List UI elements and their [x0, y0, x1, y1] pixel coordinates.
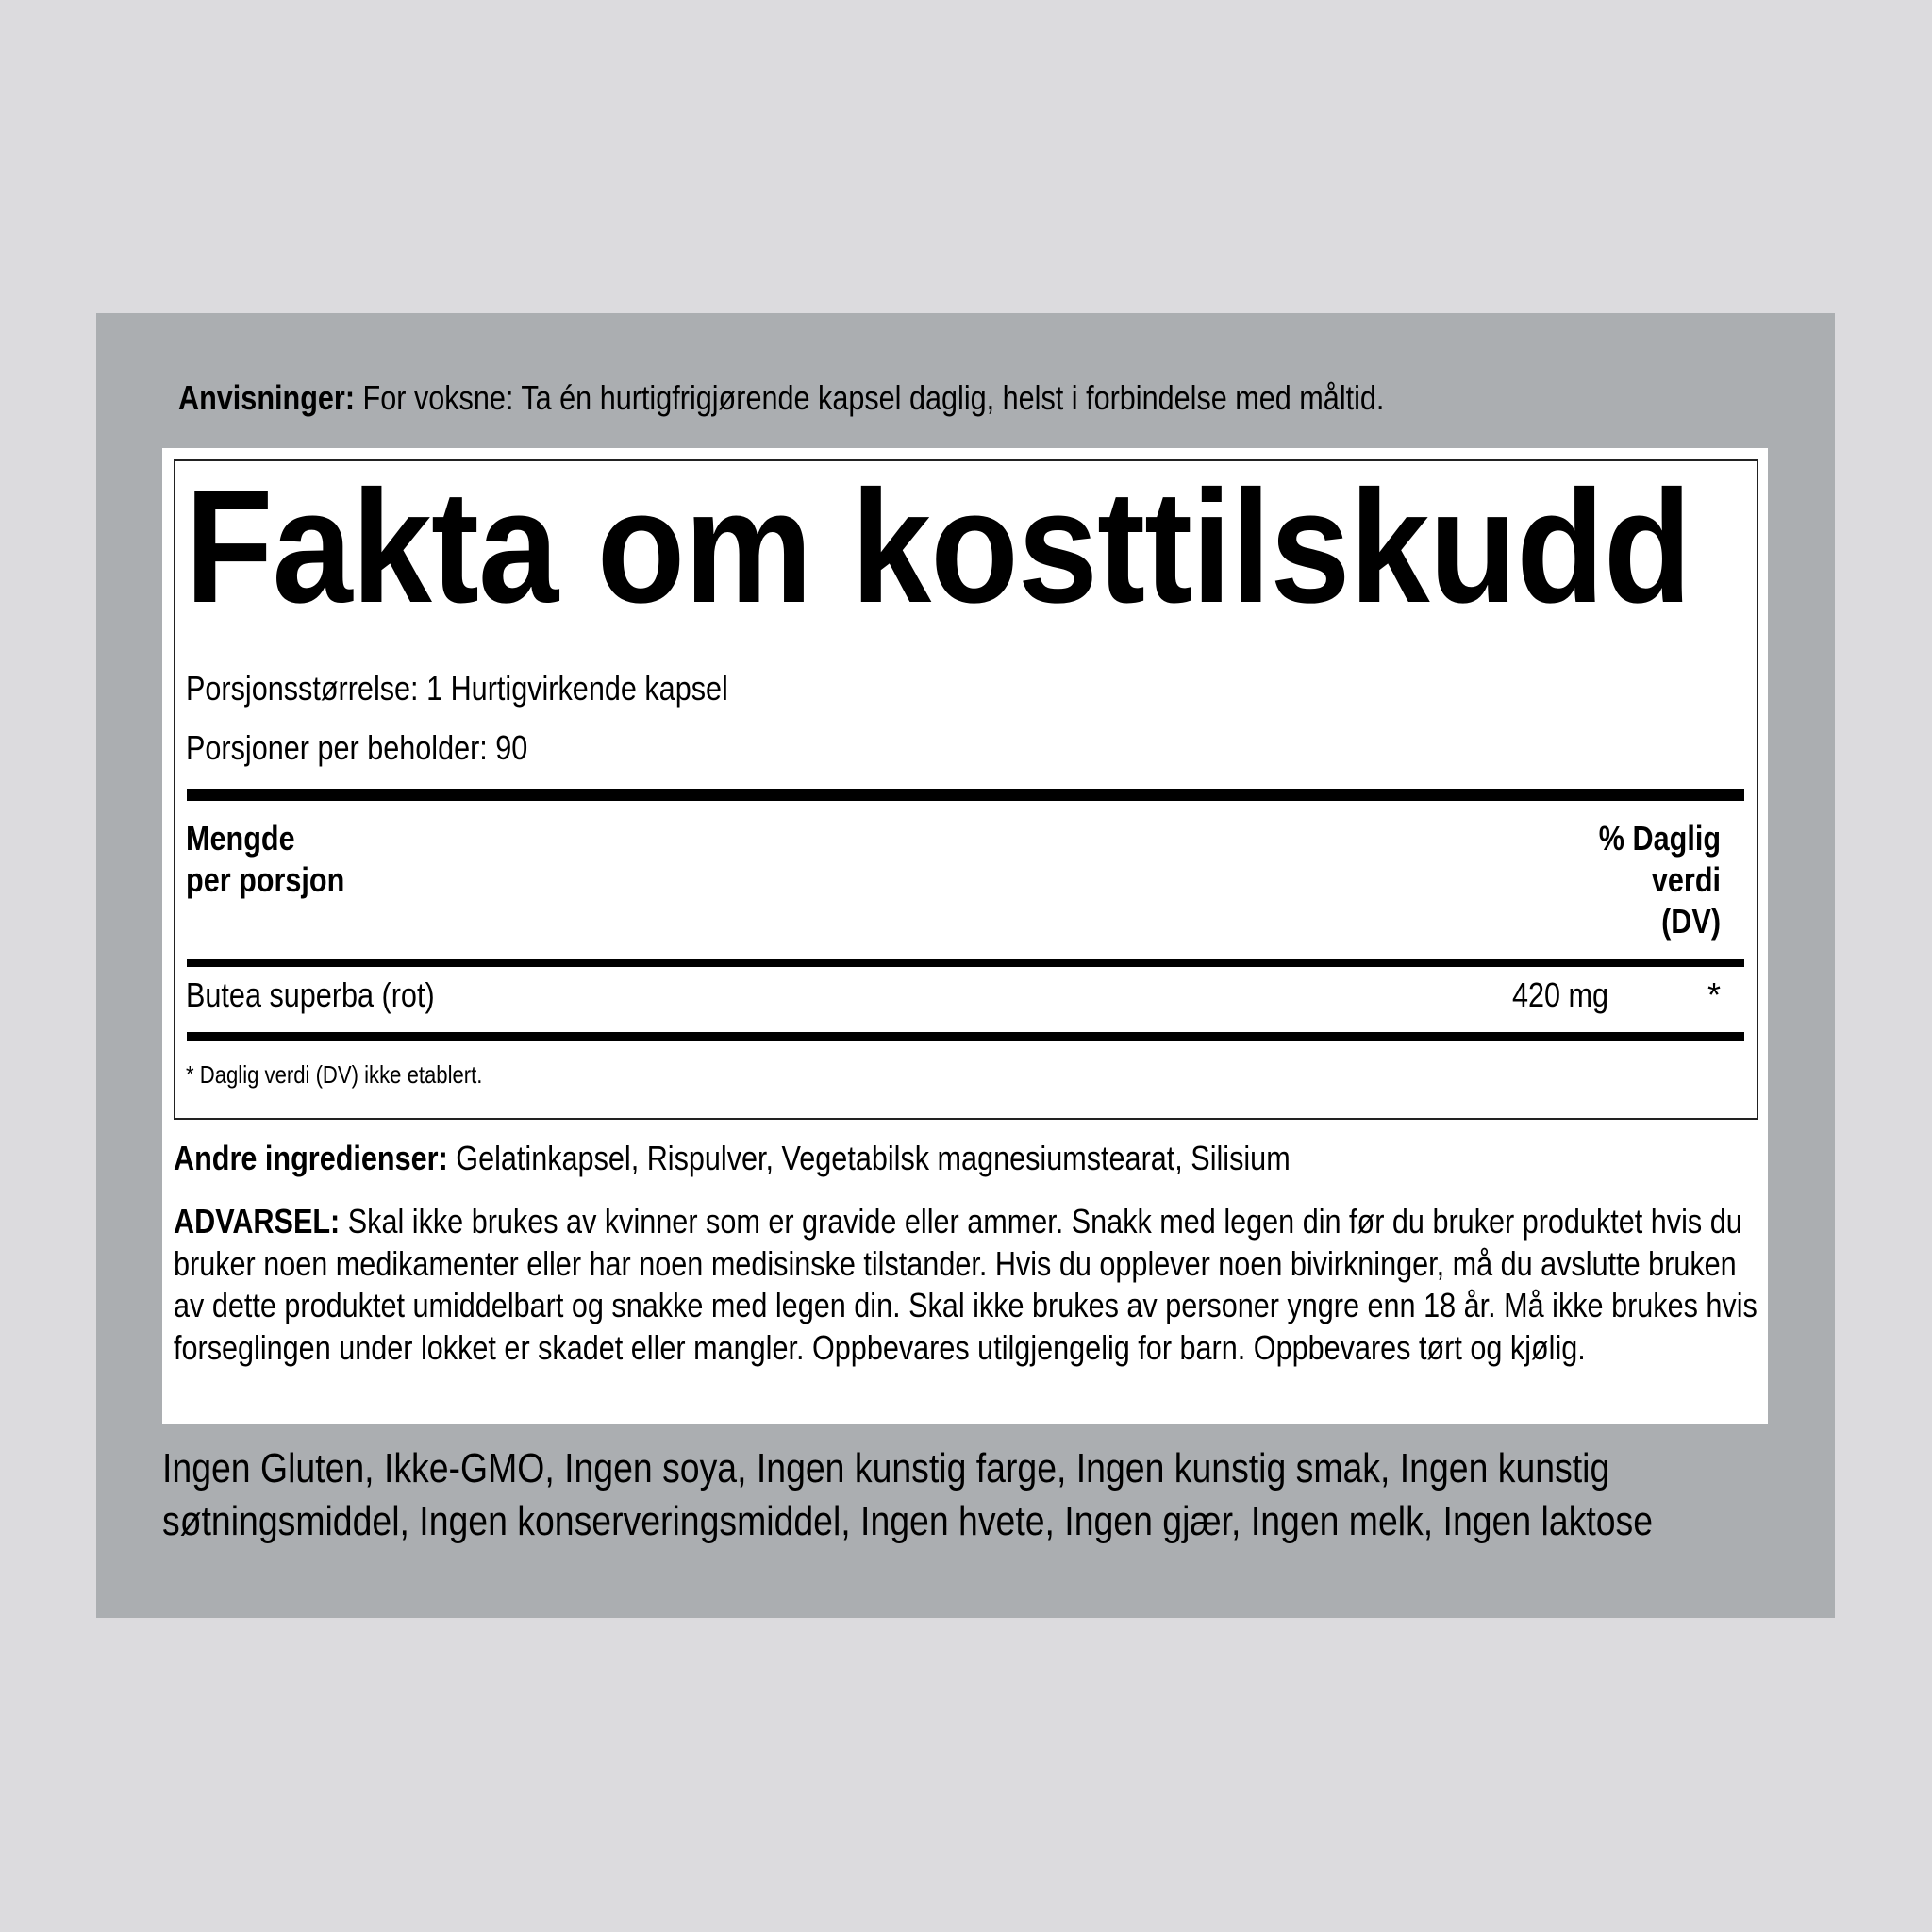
warning-label: ADVARSEL:: [174, 1202, 341, 1241]
free-from-claims: Ingen Gluten, Ikke-GMO, Ingen soya, Ingen kunstig farge, Ingen kunstig smak, Ingen kunstig søtningsmiddel, Ingen konserveringsmiddel, Ingen hvete, Ingen gjær, Ingen melk, Ingen laktose: [162, 1445, 1654, 1544]
ingredient-amount: 420 mg: [1512, 975, 1609, 1014]
warning: [174, 1201, 1761, 1369]
thick-divider: [187, 789, 1744, 801]
amount-header-line: per porsjon: [186, 860, 345, 899]
other-ingredients-text: Gelatinkapsel, Rispulver, Vegetabilsk magnesiumstearat, Silisium: [456, 1139, 1291, 1177]
dv-header: [1599, 818, 1721, 942]
servings-per-container: Porsjoner per beholder: 90: [186, 728, 528, 767]
other-ingredients-label: Andre ingredienser:: [174, 1139, 448, 1177]
directions-text: For voksne: Ta én hurtigfrigjørende kapsel daglig, helst i forbindelse med måltid.: [362, 378, 1385, 417]
serving-size: Porsjonsstørrelse: 1 Hurtigvirkende kapsel: [186, 669, 728, 708]
facts-title: Fakta om kosttilskudd: [185, 458, 1691, 637]
warning-text: Skal ikke brukes av kvinner som er gravide eller ammer. Snakk med legen din før du bruker produktet hvis du bruker noen medikamenter eller har noen medisinske tilstander. Hvis du opplever noen bivirkninger, må du avslutte bruken av dette produktet umiddelbart og snakke med legen din. Skal ikke brukes av personer yngre enn 18 år. Må ikke brukes hvis forseglingen under lokket er skadet eller mangler. Oppbevares utilgjengelig for barn. Oppbevares tørt og kjølig.: [174, 1202, 1757, 1367]
divider: [187, 959, 1744, 967]
directions: [178, 377, 1384, 419]
divider: [187, 1032, 1744, 1041]
footnote: * Daglig verdi (DV) ikke etablert.: [186, 1060, 483, 1089]
directions-label: Anvisninger:: [178, 378, 356, 417]
amount-header: [186, 818, 344, 901]
ingredient-dv: *: [1707, 975, 1722, 1014]
ingredient-name: Butea superba (rot): [186, 975, 435, 1014]
other-ingredients: [174, 1138, 1291, 1179]
dv-header-line: verdi: [1651, 860, 1721, 899]
dv-header-line: (DV): [1661, 902, 1721, 941]
amount-header-line: Mengde: [186, 819, 295, 858]
dv-header-line: % Daglig: [1598, 819, 1721, 858]
